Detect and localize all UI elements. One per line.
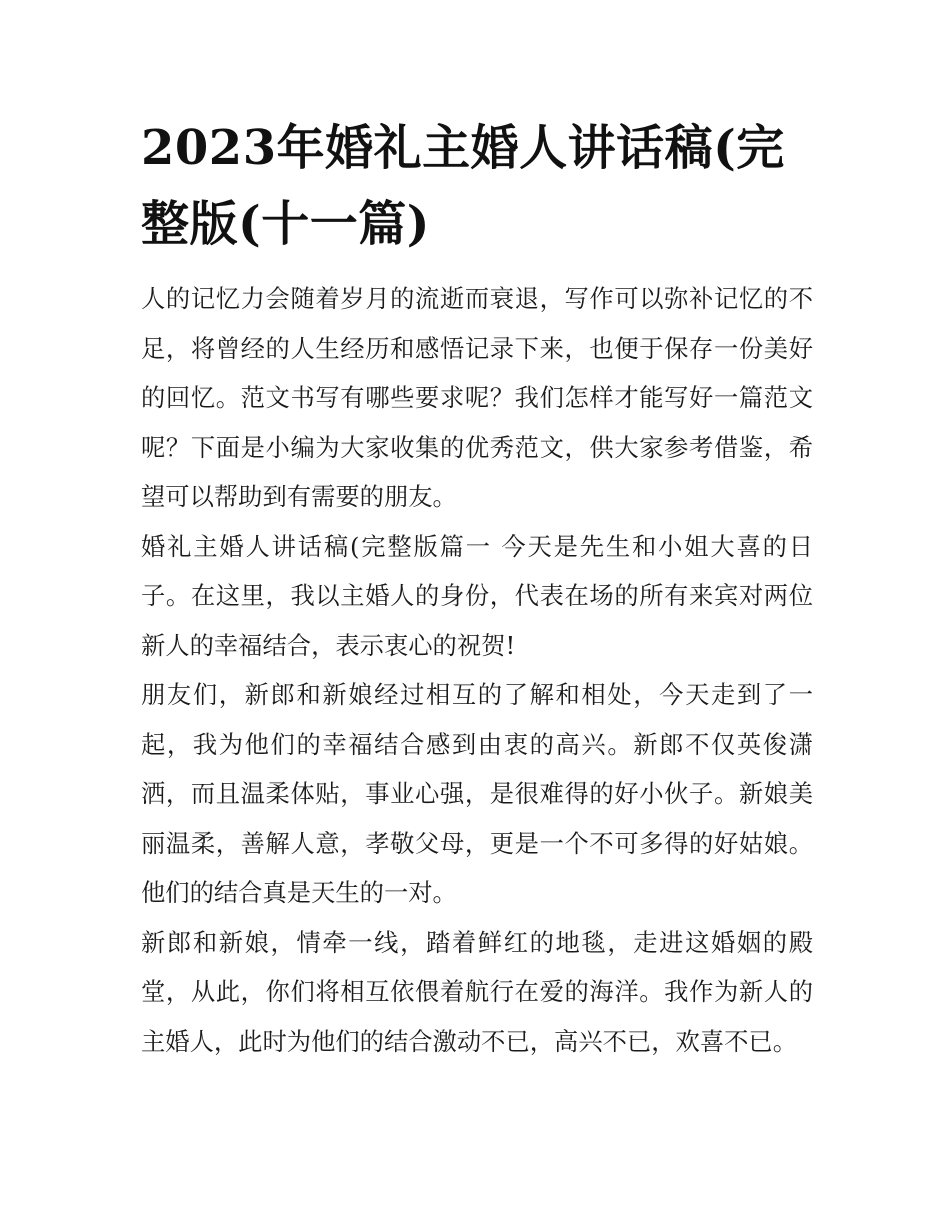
- paragraph: 人的记忆力会随着岁月的流逝而衰退，写作可以弥补记忆的不足，将曾经的人生经历和感悟记录下来，也便于保存一份美好的回忆。范文书写有哪些要求呢？我们怎样才能写好一篇范文呢？下面是小编为大家收集的优秀范文，供大家参考借鉴，希望可以帮助到有需要的朋友。: [141, 284, 813, 511]
- document-title: 2023年婚礼主婚人讲话稿(完整版(十一篇): [141, 120, 785, 252]
- paragraph: 婚礼主婚人讲话稿(完整版篇一 今天是先生和小姐大喜的日子。在这里，我以主婚人的身份，代表在场的所有来宾对两位新人的幸福结合，表示衷心的祝贺!: [141, 531, 813, 660]
- paragraph-list: [141, 274, 813, 1066]
- document-body: [141, 110, 813, 1066]
- paragraph: 新郎和新娘，情牵一线，踏着鲜红的地毯，走进这婚姻的殿堂，从此，你们将相互依偎着航行在爱的海洋。我作为新人的主婚人，此时为他们的结合激动不已，高兴不已，欢喜不已。: [141, 927, 813, 1056]
- paragraph: 朋友们，新郎和新娘经过相互的了解和相处，今天走到了一起，我为他们的幸福结合感到由衷的高兴。新郎不仅英俊潇洒，而且温柔体贴，事业心强，是很难得的好小伙子。新娘美丽温柔，善解人意，孝敬父母，更是一个不可多得的好姑娘。他们的结合真是天生的一对。: [141, 680, 813, 907]
